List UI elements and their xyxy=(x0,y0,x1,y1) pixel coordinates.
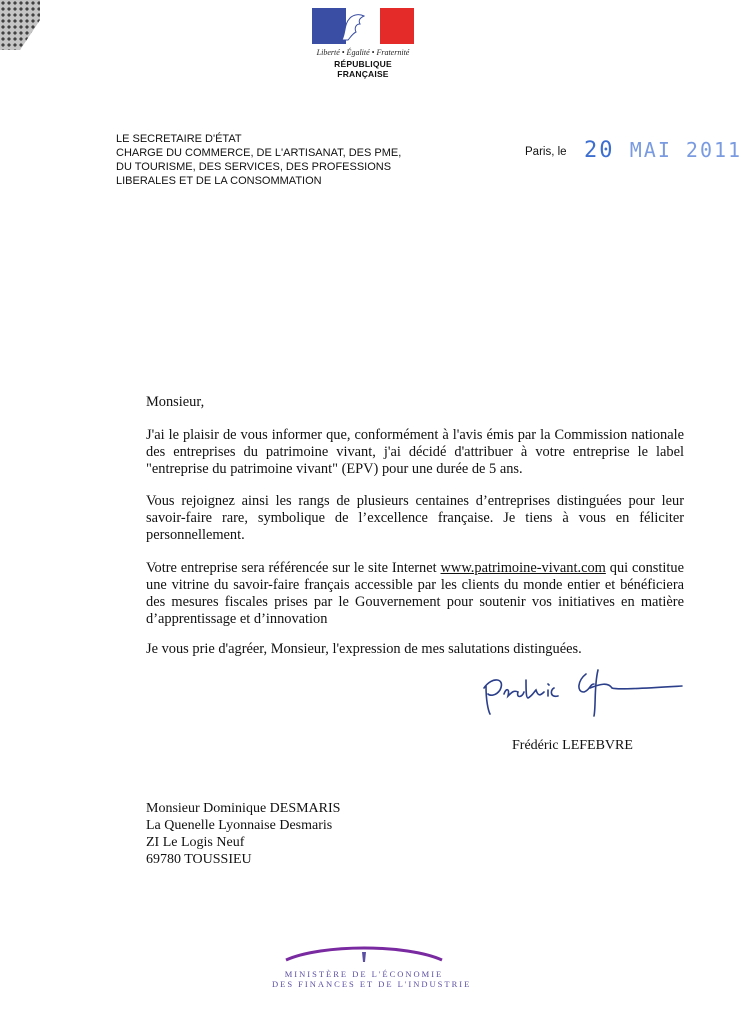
ministry-line-1: MINISTÈRE DE L'ÉCONOMIE xyxy=(284,969,444,979)
letter-closing xyxy=(146,641,684,658)
ministry-line-2: DES FINANCES ET DE L'INDUSTRIE xyxy=(272,979,472,989)
date-stamp-day: 20 xyxy=(584,138,615,163)
republic-motto: Liberté • Égalité • Fraternité xyxy=(316,48,410,57)
date-stamp xyxy=(584,138,742,163)
address-line: La Quenelle Lyonnaise Desmaris xyxy=(146,818,333,833)
sender-block xyxy=(116,132,401,188)
paragraph-text-start: Votre entreprise sera référencée sur le site Internet xyxy=(146,560,441,576)
salutation-text: Monsieur, xyxy=(146,394,205,410)
paragraph-text: J'ai le plaisir de vous informer que, conformément à l'avis émis par la Commission nationale des entreprises du patrimoine vivant, j'ai décidé d'attribuer à votre entreprise le label "entreprise du patrimoine vivant" (EPV) pour une durée de 5 ans. xyxy=(146,427,684,477)
letter-paragraph-1 xyxy=(146,427,684,478)
address-line: ZI Le Logis Neuf xyxy=(146,835,245,850)
scan-corner-decoration xyxy=(0,0,40,50)
address-line: Monsieur Dominique DESMARIS xyxy=(146,801,341,816)
republic-name: RÉPUBLIQUE FRANÇAISE xyxy=(334,59,392,79)
date-stamp-month-year: MAI 2011 xyxy=(629,138,742,162)
paragraph-text xyxy=(146,560,684,628)
flag-red-band xyxy=(380,8,414,44)
republique-francaise-logo xyxy=(312,8,414,79)
letter-paragraph-3 xyxy=(146,560,684,628)
letter-salutation xyxy=(146,394,684,411)
closing-text: Je vous prie d'agréer, Monsieur, l'expression de mes salutations distinguées. xyxy=(146,641,582,657)
sender-line: LIBERALES ET DE LA CONSOMMATION xyxy=(116,175,322,187)
address-line: 69780 TOUSSIEU xyxy=(146,852,252,867)
signer-name: Frédéric LEFEBVRE xyxy=(512,738,633,753)
handwritten-signature xyxy=(478,666,684,718)
sender-line: LE SECRETAIRE D'ÉTAT xyxy=(116,133,242,145)
recipient-address xyxy=(146,800,340,868)
tricolor-flag xyxy=(312,8,414,44)
flag-white-band xyxy=(346,8,380,44)
sender-line: DU TOURISME, DES SERVICES, DES PROFESSIONS xyxy=(116,161,392,173)
paragraph-text-end: qui constitue une vitrine du savoir-faire français accessible par les clients du monde entier et bénéficiera des mesures fiscales prises par le Gouvernement pour soutenir vos initiatives en matière d’apprentissage et d’innovation xyxy=(146,560,684,627)
ministry-arc-icon xyxy=(272,942,456,964)
ministry-footer xyxy=(272,942,472,989)
paragraph-text: Vous rejoignez ainsi les rangs de plusieurs centaines d’entreprises distinguées pour leur savoir-faire rare, symbolique de l’excellence française. Je tiens à vous en féliciter personnellement. xyxy=(146,493,684,543)
date-place: Paris, le xyxy=(525,146,567,158)
website-link[interactable]: www.patrimoine-vivant.com xyxy=(440,560,606,576)
marianne-profile-icon xyxy=(340,10,370,42)
letter-paragraph-2 xyxy=(146,493,684,544)
sender-line: CHARGE DU COMMERCE, DE L'ARTISANAT, DES PME, xyxy=(116,147,402,159)
